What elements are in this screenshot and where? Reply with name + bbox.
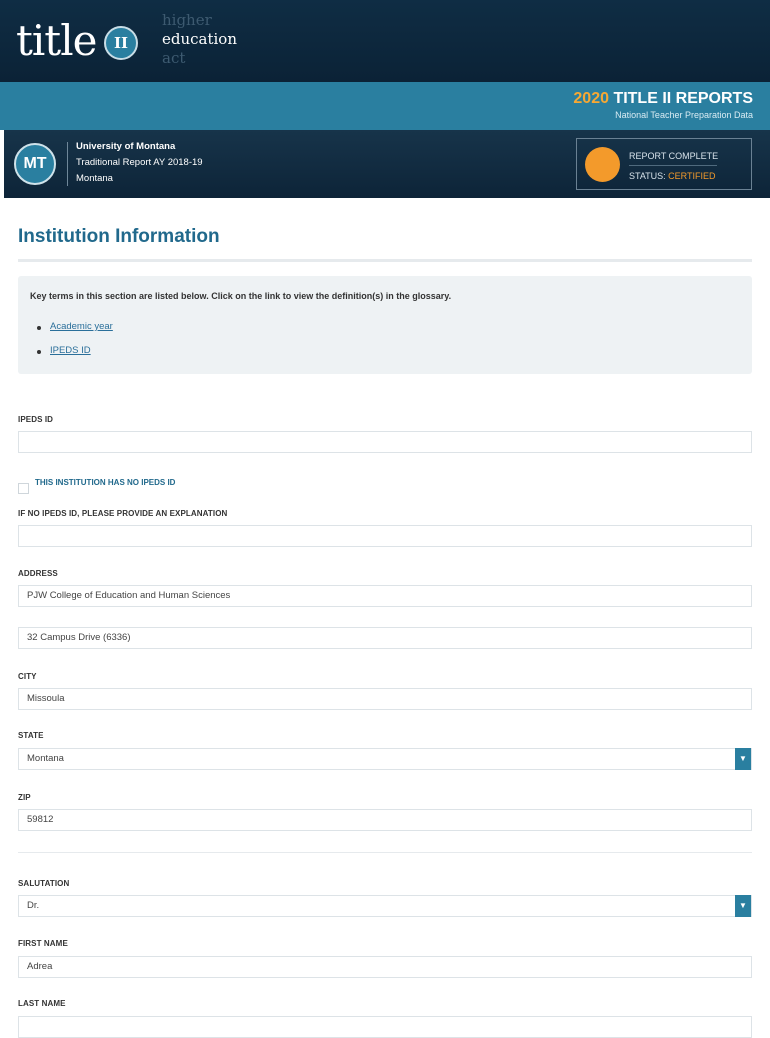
brand-logo-badge: II <box>104 26 138 60</box>
explanation-input[interactable] <box>18 525 752 547</box>
brand-sub-line2: education <box>162 30 237 48</box>
institution-report: Traditional Report AY 2018-19 <box>76 157 203 168</box>
bullet-icon <box>37 326 41 330</box>
title-divider <box>18 259 752 262</box>
status-report-complete: REPORT COMPLETE <box>629 151 719 161</box>
brand-logo-title[interactable]: title <box>16 16 97 65</box>
glossary-intro: Key terms in this section are listed below. Click on the link to view the definition(s) in the glossary. <box>30 291 452 301</box>
bullet-icon <box>37 350 41 354</box>
reports-subtitle: National Teacher Preparation Data <box>615 110 753 120</box>
zip-input[interactable]: 59812 <box>18 809 752 831</box>
salutation-select-value: Dr. <box>27 900 40 911</box>
status-value: CERTIFIED <box>668 171 716 181</box>
city-input[interactable]: Missoula <box>18 688 752 710</box>
institution-details <box>76 139 203 187</box>
status-line <box>629 171 716 181</box>
no-ipeds-checkbox-label[interactable]: THIS INSTITUTION HAS NO IPEDS ID <box>35 478 176 487</box>
glossary-link-academic-year[interactable]: Academic year <box>50 321 113 332</box>
page-title: Institution Information <box>18 226 220 247</box>
institution-name: University of Montana <box>76 141 176 152</box>
institution-avatar: MT <box>14 143 56 185</box>
institution-divider <box>67 142 68 186</box>
reports-title <box>573 90 753 108</box>
status-divider <box>629 165 717 166</box>
state-label: STATE <box>18 731 44 740</box>
glossary-box <box>18 276 752 374</box>
brand-header <box>0 0 770 82</box>
state-select-value: Montana <box>27 753 64 764</box>
main-content <box>4 198 770 1024</box>
address-line2-input[interactable]: 32 Campus Drive (6336) <box>18 627 752 649</box>
last-name-label: LAST NAME <box>18 999 66 1008</box>
city-label: CITY <box>18 672 37 681</box>
reports-title-text: TITLE II REPORTS <box>613 90 753 107</box>
first-name-label: FIRST NAME <box>18 939 68 948</box>
ipeds-id-label: IPEDS ID <box>18 415 54 424</box>
reports-banner <box>0 82 770 130</box>
zip-label: ZIP <box>18 793 31 802</box>
first-name-input[interactable]: Adrea <box>18 956 752 978</box>
brand-sub-line1: higher <box>162 11 212 29</box>
explanation-label: IF NO IPEDS ID, PLEASE PROVIDE AN EXPLANATION <box>18 509 228 518</box>
section-divider <box>18 852 752 853</box>
chevron-down-icon[interactable]: ▼ <box>735 895 751 917</box>
no-ipeds-checkbox[interactable] <box>18 483 29 494</box>
report-status-box <box>576 138 752 190</box>
address-line1-input[interactable]: PJW College of Education and Human Sciences <box>18 585 752 607</box>
ipeds-id-input[interactable] <box>18 431 752 453</box>
last-name-input[interactable] <box>18 1016 752 1038</box>
status-dot-icon <box>585 147 620 182</box>
institution-state: Montana <box>76 173 113 184</box>
glossary-link-ipeds-id[interactable]: IPEDS ID <box>50 345 91 356</box>
address-label: ADDRESS <box>18 569 58 578</box>
chevron-down-icon[interactable]: ▼ <box>735 748 751 770</box>
brand-logo-subtitle <box>162 11 237 68</box>
salutation-label: SALUTATION <box>18 879 70 888</box>
brand-sub-line3: act <box>162 49 186 67</box>
status-prefix: STATUS: <box>629 171 669 181</box>
salutation-select[interactable] <box>18 895 752 917</box>
institution-header <box>4 130 770 198</box>
reports-year: 2020 <box>573 90 609 107</box>
state-select[interactable] <box>18 748 752 770</box>
